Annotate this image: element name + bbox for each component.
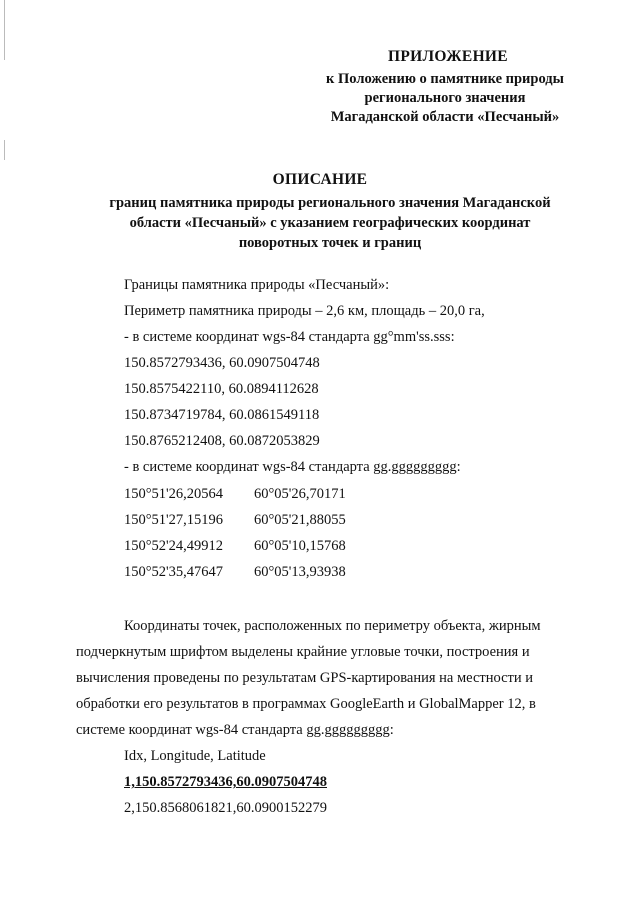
- paragraph-line: Координаты точек, расположенных по периметру объекта, жирным: [124, 618, 541, 634]
- dms-coordinate-row: [124, 564, 346, 581]
- boundaries-line: Границы памятника природы «Песчаный»:: [124, 277, 390, 293]
- subtitle-line: области «Песчаный» с указанием географических координат: [129, 215, 531, 231]
- dms-latitude: 60°05'10,15768: [254, 538, 346, 554]
- dms-longitude: 150°51'26,20564: [124, 486, 224, 502]
- dms-longitude: 150°52'24,49912: [124, 538, 224, 554]
- dms-longitude: 150°52'35,47647: [124, 564, 224, 580]
- description-subtitle: [80, 193, 580, 253]
- paragraph-line: обработки его результатов в программах GoogleEarth и GlobalMapper 12, в: [76, 696, 536, 712]
- paragraph-line: вычисления проведены по результатам GPS-картирования на местности и: [76, 670, 534, 686]
- perimeter-line: Периметр памятника природы – 2,6 км, площадь – 20,0 га,: [124, 303, 485, 319]
- dms-latitude: 60°05'21,88055: [254, 512, 346, 528]
- subtitle-line: границ памятника природы регионального значения Магаданской: [109, 195, 551, 211]
- dms-coordinate-row: [124, 538, 346, 555]
- appendix-ref-line: к Положению о памятнике природы: [326, 71, 564, 87]
- decimal-coordinate: 150.8765212408, 60.0872053829: [124, 433, 320, 449]
- description-title: ОПИСАНИЕ: [272, 171, 368, 188]
- dms-coordinate-row: [124, 486, 346, 503]
- appendix-reference: [300, 70, 590, 127]
- decimal-coordinate: 150.8734719784, 60.0861549118: [124, 407, 320, 423]
- dms-latitude: 60°05'26,70171: [254, 486, 346, 502]
- appendix-title: ПРИЛОЖЕНИЕ: [388, 48, 508, 65]
- appendix-ref-line: Магаданской области «Песчаный»: [330, 109, 560, 125]
- scan-edge-mark: [4, 140, 5, 160]
- dms-coordinate-row: [124, 512, 346, 529]
- appendix-ref-line: регионального значения: [364, 90, 526, 106]
- scan-edge-mark: [4, 0, 5, 60]
- point-row: 2,150.8568061821,60.0900152279: [124, 800, 327, 816]
- decimal-coordinate: 150.8572793436, 60.0907504748: [124, 355, 320, 371]
- dms-longitude: 150°51'27,15196: [124, 512, 224, 528]
- decimal-coordinate: 150.8575422110, 60.0894112628: [124, 381, 319, 397]
- coordinate-system-line: - в системе координат wgs-84 стандарта gg.ggggggggg:: [124, 459, 461, 475]
- paragraph-line: системе координат wgs-84 стандарта gg.ggggggggg:: [76, 722, 394, 738]
- paragraph-line: подчеркнутым шрифтом выделены крайние угловые точки, построения и: [76, 644, 530, 660]
- subtitle-line: поворотных точек и границ: [238, 235, 422, 251]
- coordinate-system-line: - в системе координат wgs-84 стандарта gg°mm'ss.sss:: [124, 329, 455, 345]
- dms-latitude: 60°05'13,93938: [254, 564, 346, 580]
- table-header: Idx, Longitude, Latitude: [124, 748, 266, 764]
- corner-point-row: 1,150.8572793436,60.0907504748: [124, 774, 327, 790]
